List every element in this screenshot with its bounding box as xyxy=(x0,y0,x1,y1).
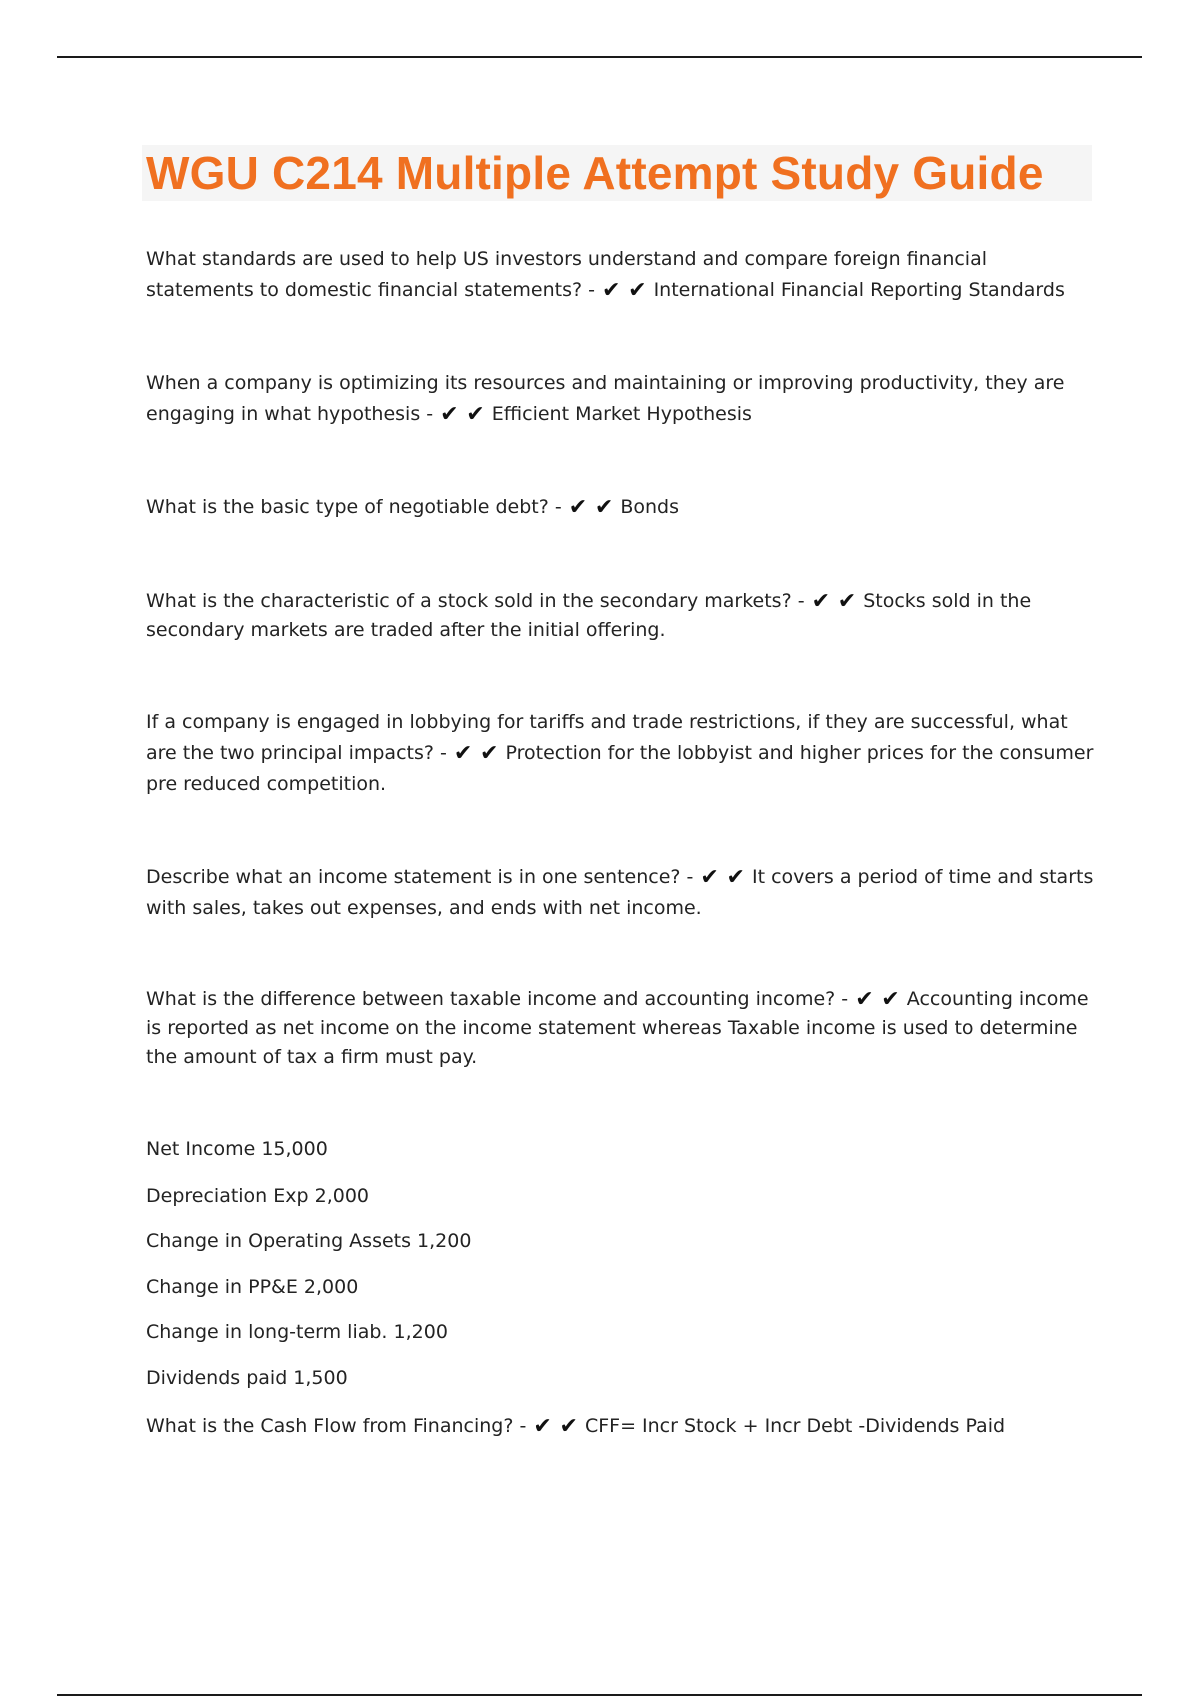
question-text: What is the difference between taxable income and accounting income? - xyxy=(146,988,849,1010)
double-check-icon: ✔ ✔ xyxy=(568,495,614,520)
data-line-long-term-liab: Change in long-term liab. 1,200 xyxy=(146,1321,448,1343)
double-check-icon: ✔ ✔ xyxy=(855,987,900,1012)
data-line-depreciation: Depreciation Exp 2,000 xyxy=(146,1185,370,1207)
question-text: What is the characteristic of a stock sold in the secondary markets? - xyxy=(146,590,805,612)
double-check-icon: ✔ ✔ xyxy=(453,741,499,766)
question-text: When a company is optimizing its resources and maintaining or improving productivity, they are engaging in what hypothesis - xyxy=(146,372,1065,425)
answer-text: CFF= Incr Stock + Incr Debt -Dividends Paid xyxy=(584,1415,1006,1437)
qa-item xyxy=(146,985,1096,1072)
double-check-icon: ✔ ✔ xyxy=(440,402,485,427)
qa-item xyxy=(146,707,1096,800)
answer-text: Stocks sold in the secondary markets are traded after the initial offering. xyxy=(146,590,1032,641)
page-title: WGU C214 Multiple Attempt Study Guide xyxy=(146,147,1044,199)
qa-item-cash-flow-financing xyxy=(146,1412,1005,1440)
footer-rule xyxy=(57,1694,1142,1696)
question-text: What is the basic type of negotiable debt? - xyxy=(146,496,562,518)
qa-item xyxy=(146,368,1096,430)
answer-text: Accounting income is reported as net income on the income statement whereas Taxable income is used to determine the amount of tax a firm must pay. xyxy=(146,988,1089,1068)
qa-item xyxy=(146,492,1096,523)
qa-item xyxy=(146,244,1096,306)
data-line-ppe: Change in PP&E 2,000 xyxy=(146,1276,359,1298)
double-check-icon: ✔ ✔ xyxy=(700,865,745,890)
data-line-net-income: Net Income 15,000 xyxy=(146,1138,328,1160)
question-text: What is the Cash Flow from Financing? - xyxy=(146,1415,527,1437)
data-line-operating-assets: Change in Operating Assets 1,200 xyxy=(146,1230,472,1252)
answer-text: Protection for the lobbyist and higher prices for the consumer pre reduced competition. xyxy=(146,742,1094,795)
data-line-dividends: Dividends paid 1,500 xyxy=(146,1367,348,1389)
answer-text: Bonds xyxy=(620,496,679,518)
answer-text: Efficient Market Hypothesis xyxy=(491,403,752,425)
double-check-icon: ✔ ✔ xyxy=(811,589,857,614)
question-text: If a company is engaged in lobbying for tariffs and trade restrictions, if they are successful, what are the two principal impacts? - xyxy=(146,711,1068,764)
qa-item xyxy=(146,587,1096,645)
answer-text: It covers a period of time and starts with sales, takes out expenses, and ends with net income. xyxy=(146,866,1094,919)
answer-text: International Financial Reporting Standards xyxy=(653,279,1065,301)
double-check-icon: ✔ ✔ xyxy=(533,1414,578,1439)
question-text: What standards are used to help US investors understand and compare foreign financial statements to domestic financial statements? - xyxy=(146,248,988,301)
question-text: Describe what an income statement is in one sentence? - xyxy=(146,866,694,888)
header-rule xyxy=(57,56,1142,58)
qa-item xyxy=(146,862,1096,924)
double-check-icon: ✔ ✔ xyxy=(602,278,647,303)
